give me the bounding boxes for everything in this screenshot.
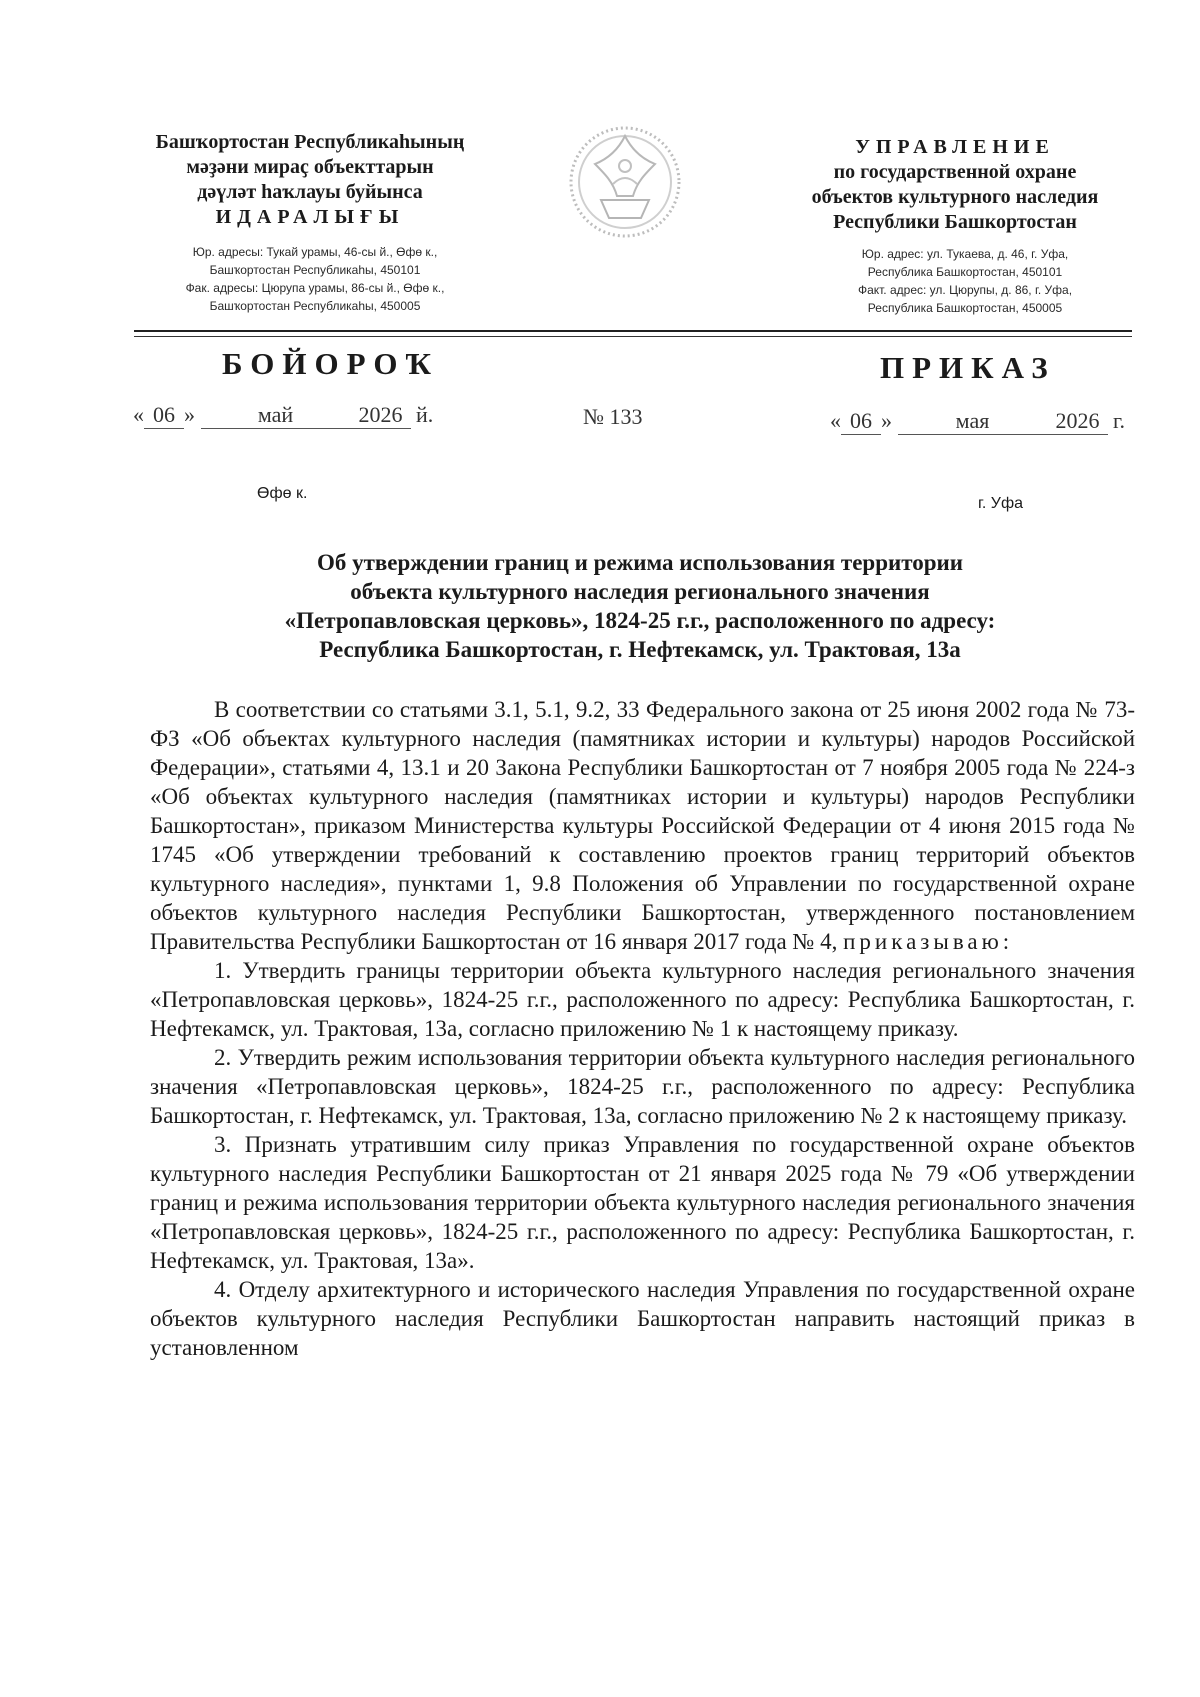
header-left-line4: ИДАРАЛЫҒЫ: [215, 206, 405, 228]
title-line: Республика Башкортостан, г. Нефтекамск, ул. Трактовая, 13а: [319, 637, 961, 662]
title-line: «Петропавловская церковь», 1824-25 г.г., расположенного по адресу:: [284, 608, 996, 633]
header-right: [790, 135, 1120, 235]
address-line: Фак. адресы: Цюрупа урамы, 86-сы й., Өфө к.,: [185, 281, 445, 295]
header-right-address: [815, 245, 1115, 317]
header-divider-thin: [134, 336, 1132, 337]
document-title: [200, 548, 1080, 664]
header-divider-thick: [134, 330, 1132, 332]
date-suffix: й.: [416, 402, 434, 427]
date-day: 06: [841, 408, 881, 435]
date-year: 2026: [351, 402, 411, 429]
header-left-line2: мәҙәни мираҫ объекттарын: [186, 156, 434, 178]
header-left-line1: Башҡортостан Республикаһының: [155, 131, 465, 153]
order-item-1: 1. Утвердить границы территории объекта культурного наследия регионального значения «Петропавловская церковь», 1824-25 г.г., расположенного по адресу: Республика Башкортостан, г. Нефтекамск, ул. Трактовая, 13а, согласно приложению № 1 к настоящему приказу.: [150, 958, 1135, 1041]
order-date-left: [133, 402, 433, 429]
date-month: май: [201, 402, 351, 429]
title-line: Об утверждении границ и режима использования территории: [316, 550, 964, 575]
header-right-line3: объектов культурного наследия: [811, 186, 1099, 208]
header-left-address: [150, 243, 480, 315]
address-line: Башҡортостан Республикаһы, 450005: [209, 299, 421, 313]
date-quote-close: »: [184, 402, 195, 427]
order-title-russian: ПРИКАЗ: [880, 350, 1056, 385]
header-left-line3: дәүләт һаҡлауы буйынса: [197, 181, 423, 203]
address-line: Республика Башкортостан, 450005: [867, 301, 1063, 315]
order-item-3: 3. Признать утратившим силу приказ Управления по государственной охране объектов культурного наследия Республики Башкортостан от 21 января 2025 года № 79 «Об утверждении границ и режима использования территории объекта культурного наследия регионального значения «Петропавловская церковь», 1824-25 г.г., расположенного по адресу: Республика Башкортостан, г. Нефтекамск, ул. Трактовая, 13а».: [150, 1132, 1135, 1273]
header-left: [130, 130, 490, 230]
preamble-text: В соответствии со статьями 3.1, 5.1, 9.2, 33 Федерального закона от 25 июня 2002 года № 73-ФЗ «Об объектах культурного наследия (памятниках истории и культуры) народов Российской Федерации», статьями 4, 13.1 и 20 Закона Республики Башкортостан от 7 ноября 2005 года № 224-з «Об объектах культурного наследия (памятниках истории и культуры) народов Республики Башкортостан», приказом Министерства культуры Российской Федерации от 4 июня 2015 года № 1745 «Об утверждении требований к составлению проектов границ территорий объектов культурного наследия», пунктами 1, 9.8 Положения об Управлении по государственной охране объектов культурного наследия Республики Башкортостан, утвержденного постановлением Правительства Республики Башкортостан от 16 января 2017 года № 4,: [150, 697, 1135, 954]
date-quote-close: »: [881, 408, 892, 433]
header-right-line2: по государственной охране: [833, 161, 1077, 183]
order-number: № 133: [583, 404, 643, 429]
order-item-2: 2. Утвердить режим использования территории объекта культурного наследия регионального значения «Петропавловская церковь», 1824-25 г.г., расположенного по адресу: Республика Башкортостан, г. Нефтекамск, ул. Трактовая, 13а, согласно приложению № 2 к настоящему приказу.: [150, 1045, 1135, 1128]
preamble-order-word: приказываю:: [843, 929, 1014, 954]
preamble-paragraph: [150, 695, 1135, 956]
date-quote-open: «: [830, 408, 841, 433]
address-line: Башҡортостан Республикаһы, 450101: [209, 263, 421, 277]
date-year: 2026: [1048, 408, 1108, 435]
order-title-bashkir: БОЙОРОҠ: [222, 346, 440, 381]
date-suffix: г.: [1113, 408, 1126, 433]
date-quote-open: «: [133, 402, 144, 427]
address-line: Факт. адрес: ул. Цюрупы, д. 86, г. Уфа,: [857, 283, 1073, 297]
date-month: мая: [898, 408, 1048, 435]
date-day: 06: [144, 402, 184, 429]
city-russian: г. Уфа: [978, 495, 1023, 512]
header-right-line4: Республики Башкортостан: [833, 211, 1077, 233]
order-item-4: 4. Отделу архитектурного и исторического наследия Управления по государственной охране объектов культурного наследия Республики Башкортостан направить настоящий приказ в установленном: [150, 1277, 1135, 1360]
header-right-line1: УПРАВЛЕНИЕ: [855, 136, 1055, 158]
address-line: Юр. адресы: Тукай урамы, 46-сы й., Өфө к.,: [192, 245, 438, 259]
order-date-right: [830, 408, 1125, 435]
city-bashkir: Өфө к.: [257, 485, 308, 502]
address-line: Республика Башкортостан, 450101: [867, 265, 1063, 279]
coat-of-arms-emblem: [565, 122, 685, 242]
title-line: объекта культурного наследия регионального значения: [350, 579, 930, 604]
address-line: Юр. адрес: ул. Тукаева, д. 46, г. Уфа,: [861, 247, 1069, 261]
document-body: [150, 695, 1135, 1362]
